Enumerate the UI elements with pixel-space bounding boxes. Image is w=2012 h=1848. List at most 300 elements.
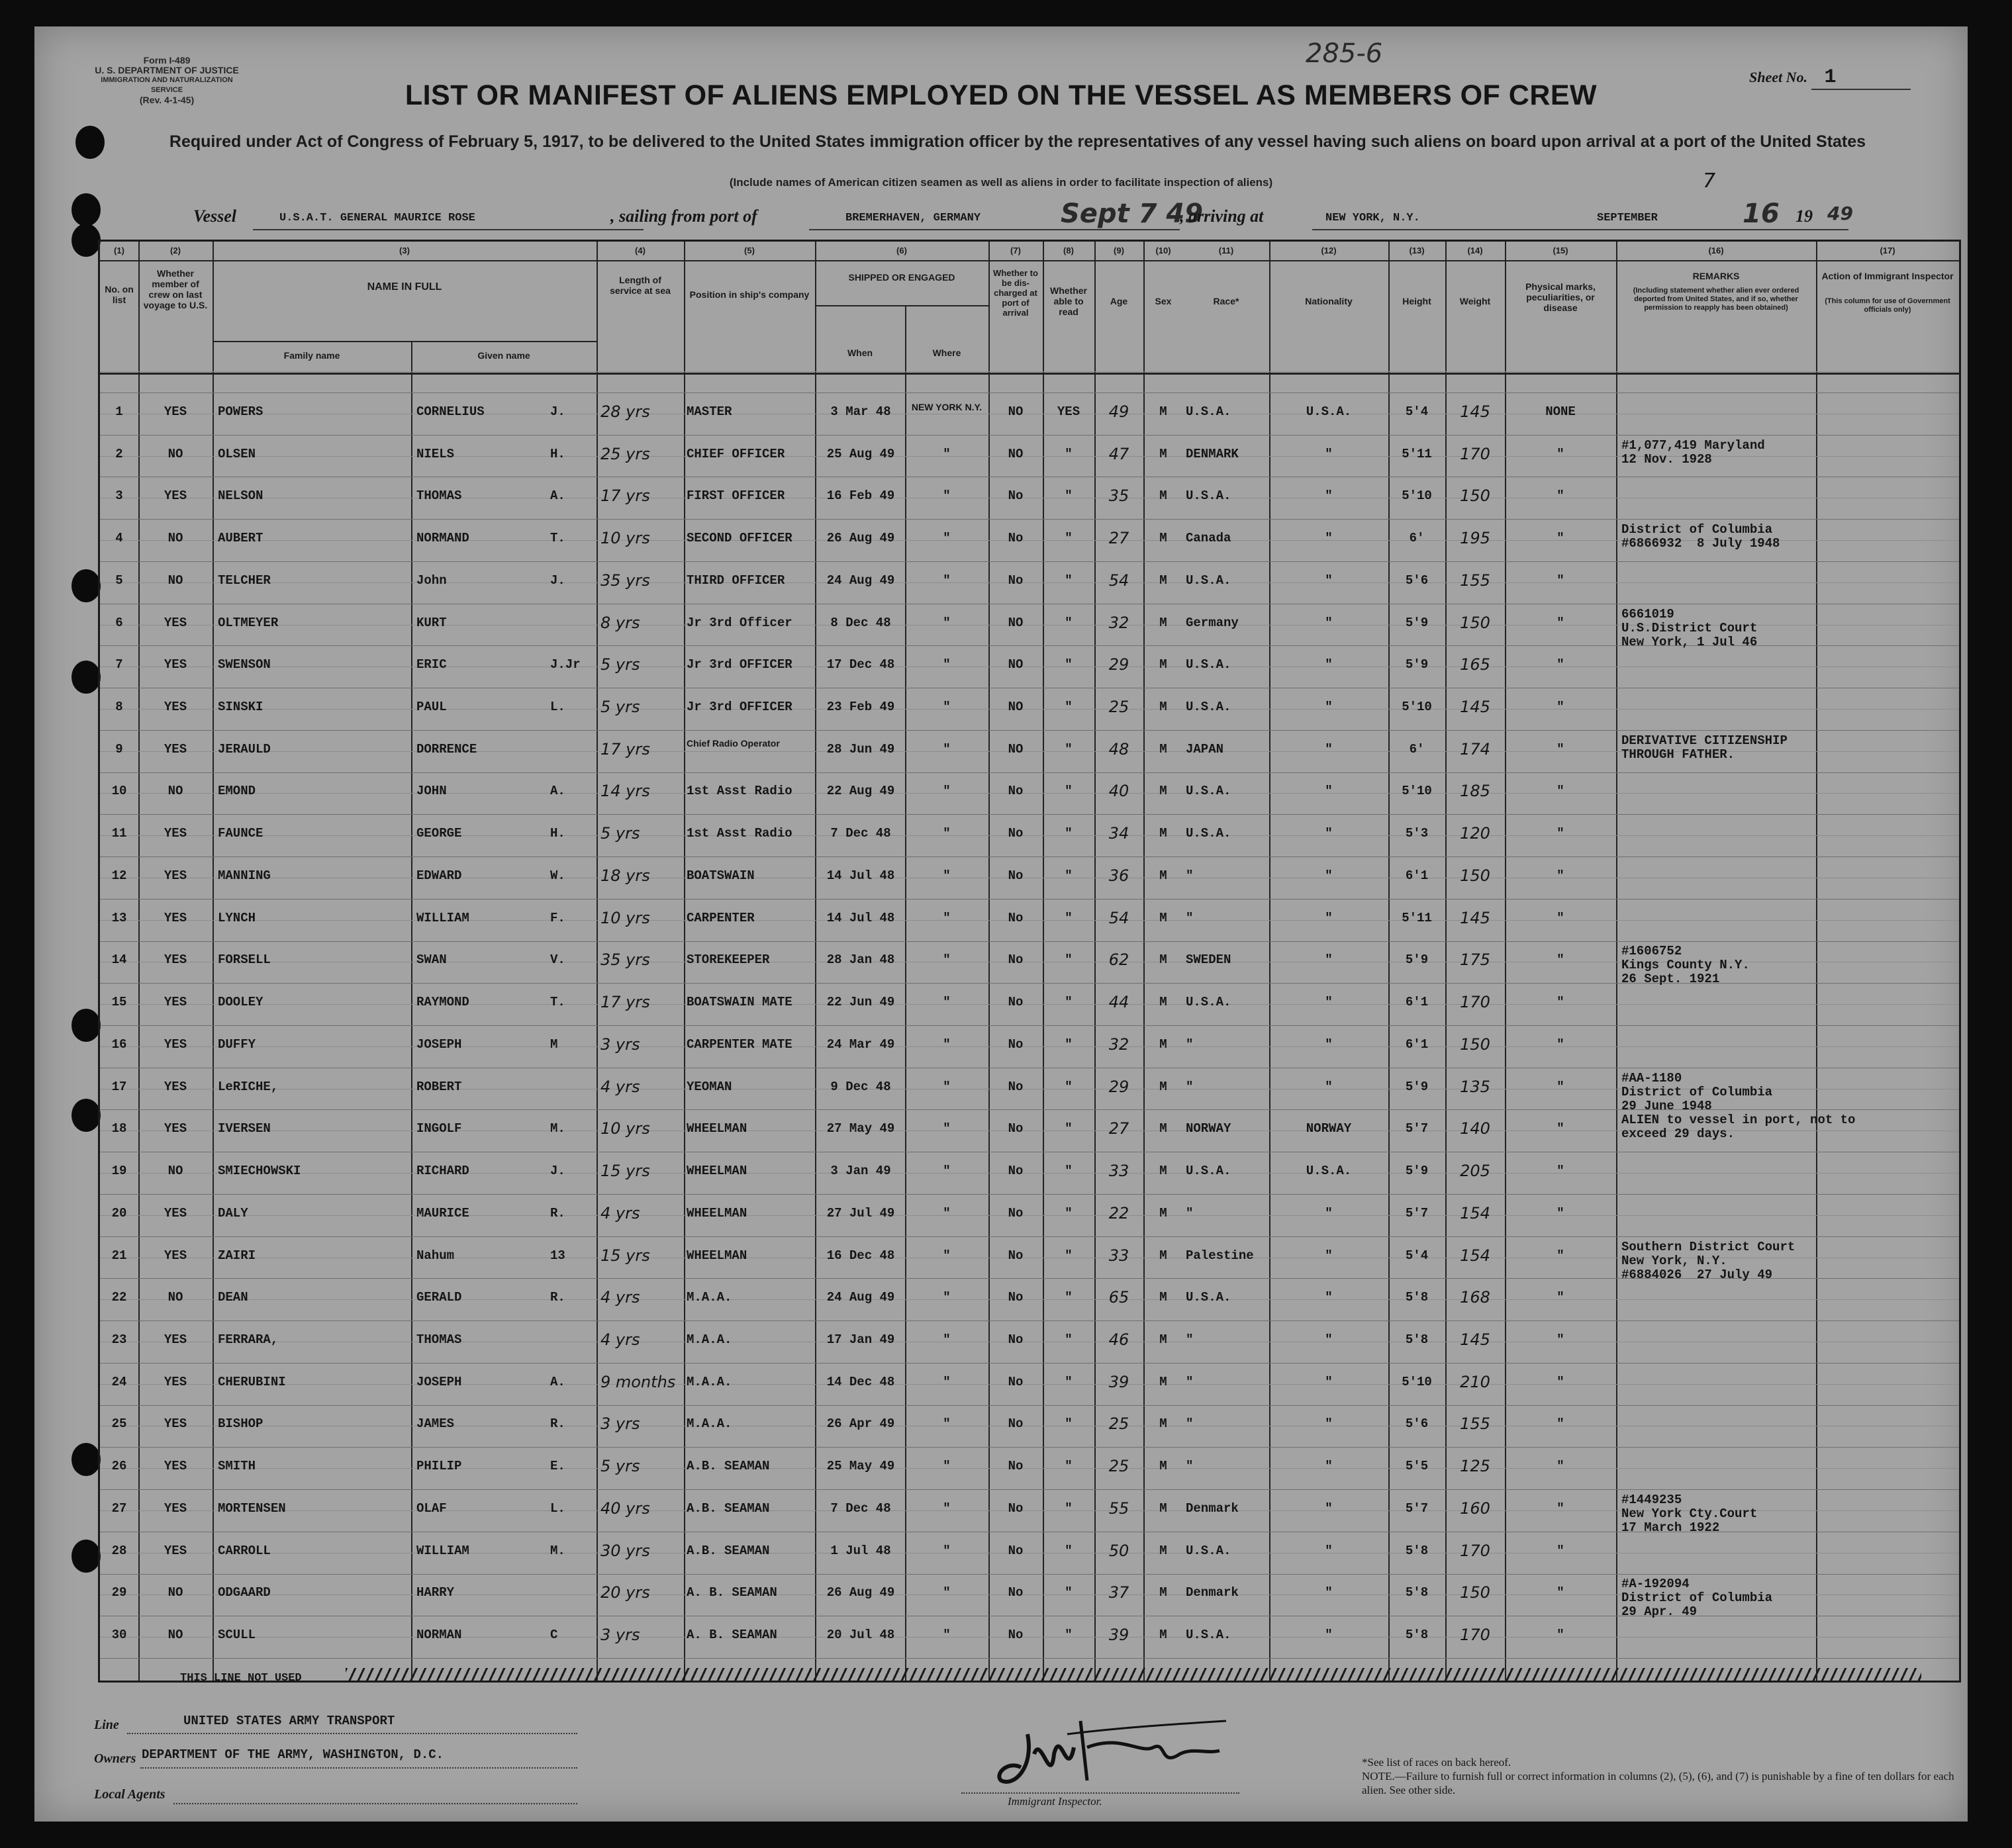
cell-where: " — [943, 615, 951, 630]
cell-member: YES — [164, 1121, 187, 1136]
cell-weight: 160 — [1460, 1499, 1490, 1518]
cell-position: WHEELMAN — [687, 1164, 747, 1179]
port-to: NEW YORK, N.Y. — [1325, 212, 1420, 224]
cell-height: 5'6 — [1405, 1416, 1429, 1432]
cell-age: 54 — [1108, 571, 1129, 590]
head-physical-marks: Physical marks, peculiarities, or disease — [1525, 281, 1596, 313]
cell-when: 25 May 49 — [826, 1459, 895, 1474]
cell-position: M.A.A. — [687, 1290, 732, 1305]
cell-weight: 155 — [1460, 571, 1490, 590]
year-prefix: 19 — [1796, 207, 1813, 226]
cell-initial: J.Jr — [550, 657, 581, 672]
cell-age: 39 — [1108, 1626, 1129, 1645]
cell-read: " — [1065, 868, 1073, 883]
cell-weight: 150 — [1460, 1035, 1490, 1054]
cell-when: 28 Jun 49 — [826, 741, 895, 757]
cell-member: YES — [164, 1205, 187, 1221]
year-suffix: 49 — [1827, 203, 1853, 224]
cell-where: " — [943, 1459, 951, 1474]
cell-service: 10 yrs — [600, 529, 650, 548]
cell-race: U.S.A. — [1186, 573, 1231, 588]
cell-nationality: U.S.A. — [1306, 1164, 1352, 1179]
cell-given: Nahum — [416, 1248, 455, 1263]
cell-marks: " — [1557, 1628, 1564, 1643]
inspector-signature — [988, 1708, 1239, 1800]
cell-family: MANNING — [218, 868, 271, 883]
cell-initial: L. — [550, 700, 565, 714]
sheet-label: Sheet No. — [1749, 69, 1807, 85]
cell-nationality: " — [1325, 1037, 1333, 1052]
cell-where: " — [943, 1079, 951, 1094]
cell-age: 50 — [1108, 1541, 1129, 1560]
col-num: (13) — [1409, 246, 1425, 255]
cell-age: 25 — [1108, 698, 1129, 716]
cell-family: MORTENSEN — [218, 1501, 286, 1516]
cell-weight: 145 — [1460, 1330, 1490, 1349]
cell-initial: 13 — [550, 1248, 565, 1263]
cell-race: U.S.A. — [1186, 826, 1231, 841]
cell-sex: M — [1159, 700, 1167, 714]
cell-marks: " — [1557, 741, 1564, 757]
cell-height: 5'5 — [1405, 1459, 1429, 1474]
cell-no: 8 — [115, 700, 123, 714]
cell-when: 1 Jul 48 — [830, 1543, 891, 1558]
cell-read: " — [1065, 657, 1073, 672]
cell-discharged: No — [1008, 952, 1024, 968]
cell-position: A.B. SEAMAN — [687, 1459, 770, 1474]
cell-service: 4 yrs — [600, 1203, 640, 1223]
cell-position: STOREKEEPER — [687, 952, 770, 968]
binder-hole — [72, 661, 101, 694]
cell-marks: " — [1557, 615, 1564, 630]
form-line: U. S. DEPARTMENT OF JUSTICE — [95, 65, 239, 75]
cell-no: 23 — [111, 1332, 127, 1347]
cell-weight: 170 — [1460, 1541, 1490, 1560]
cell-marks: " — [1557, 531, 1564, 546]
binder-hole — [72, 569, 101, 602]
cell-position: A.B. SEAMAN — [687, 1501, 770, 1516]
cell-where: " — [943, 700, 951, 714]
cell-discharged: No — [1008, 1543, 1024, 1558]
cell-initial: A. — [550, 1374, 565, 1389]
head-name-in-full: NAME IN FULL — [367, 281, 442, 293]
cell-given: JOSEPH — [416, 1037, 462, 1052]
head-weight: Weight — [1459, 296, 1491, 306]
cell-height: 5'10 — [1402, 700, 1432, 714]
cell-weight: 154 — [1460, 1203, 1490, 1223]
cell-given: KURT — [416, 615, 447, 630]
cell-member: YES — [164, 910, 187, 925]
cell-weight: 170 — [1460, 993, 1490, 1012]
cell-no: 2 — [115, 446, 123, 461]
cell-sex: M — [1159, 404, 1167, 419]
cell-sex: M — [1159, 573, 1167, 588]
cell-sex: M — [1159, 868, 1167, 883]
cell-discharged: NO — [1008, 700, 1024, 714]
binder-hole — [72, 1540, 101, 1573]
cell-when: 27 May 49 — [826, 1121, 895, 1136]
cell-nationality: " — [1325, 826, 1333, 841]
cell-service: 3 yrs — [600, 1035, 640, 1054]
cell-given: THOMAS — [416, 1332, 462, 1347]
cell-age: 29 — [1108, 655, 1129, 674]
cell-discharged: NO — [1008, 404, 1024, 419]
cell-no: 1 — [115, 404, 123, 419]
cell-given: CORNELIUS — [416, 404, 485, 419]
cell-nationality: " — [1325, 1248, 1333, 1263]
cell-initial: L. — [550, 1501, 565, 1516]
cell-family: DALY — [218, 1205, 248, 1221]
cell-nationality: " — [1325, 868, 1333, 883]
cell-service: 14 yrs — [600, 782, 650, 801]
col-num: (1) — [114, 246, 124, 255]
cell-weight: 210 — [1460, 1372, 1490, 1391]
cell-position: FIRST OFFICER — [687, 488, 785, 504]
form-line: IMMIGRATION AND NATURALIZATION SERVICE — [101, 76, 233, 94]
cell-position: BOATSWAIN MATE — [687, 995, 792, 1010]
cell-race: U.S.A. — [1186, 1628, 1231, 1643]
cell-race: " — [1186, 1416, 1194, 1432]
cell-discharged: No — [1008, 1501, 1024, 1516]
cell-when: 20 Jul 48 — [826, 1628, 895, 1643]
cell-family: JERAULD — [218, 741, 271, 757]
col-num: (8) — [1063, 246, 1074, 255]
cell-initial: J. — [550, 1164, 565, 1179]
cell-weight: 154 — [1460, 1246, 1490, 1265]
cell-sex: M — [1159, 1164, 1167, 1179]
cell-height: 5'8 — [1405, 1585, 1429, 1600]
cell-age: 39 — [1108, 1372, 1129, 1391]
cell-service: 5 yrs — [600, 698, 640, 716]
cell-family: LYNCH — [218, 910, 256, 925]
cell-weight: 145 — [1460, 402, 1490, 421]
cell-weight: 185 — [1460, 782, 1490, 801]
cell-discharged: NO — [1008, 446, 1024, 461]
cell-sex: M — [1159, 1290, 1167, 1305]
cell-initial: R. — [550, 1205, 565, 1221]
cell-service: 8 yrs — [600, 613, 640, 632]
cell-where: " — [943, 1332, 951, 1347]
cell-age: 25 — [1108, 1414, 1129, 1434]
cell-service: 17 yrs — [600, 486, 650, 506]
cell-weight: 175 — [1460, 950, 1490, 970]
cell-when: 16 Feb 49 — [826, 488, 895, 504]
cell-service: 30 yrs — [600, 1541, 650, 1560]
cell-height: 5'4 — [1405, 1248, 1429, 1263]
footer-agents — [94, 1787, 166, 1802]
cell-sex: M — [1159, 910, 1167, 925]
cell-position: M.A.A. — [687, 1374, 732, 1389]
cell-given: DORRENCE — [416, 741, 477, 757]
cell-where: " — [943, 826, 951, 841]
cell-where: " — [943, 1416, 951, 1432]
cell-discharged: No — [1008, 1164, 1024, 1179]
col-num: (5) — [744, 246, 755, 255]
cell-member: YES — [164, 657, 187, 672]
cell-position: WHEELMAN — [687, 1248, 747, 1263]
cell-member: NO — [168, 1290, 183, 1305]
cell-discharged: No — [1008, 1585, 1024, 1600]
cell-when: 3 Jan 49 — [830, 1164, 891, 1179]
cell-no: 16 — [111, 1037, 127, 1052]
head-height: Height — [1402, 296, 1431, 306]
cell-height: 5'10 — [1402, 1374, 1432, 1389]
cell-nationality: " — [1325, 1205, 1333, 1221]
cell-marks: " — [1557, 573, 1564, 588]
last-line-not-used: THIS LINE NOT USED — [180, 1672, 302, 1685]
cell-where: " — [943, 1248, 951, 1263]
cell-where: " — [943, 1543, 951, 1558]
cell-marks: " — [1557, 1501, 1564, 1516]
cell-position: Chief Radio Operator — [687, 737, 780, 749]
cell-initial: M. — [550, 1543, 565, 1558]
form-line: (Rev. 4-1-45) — [139, 95, 195, 105]
cell-no: 24 — [111, 1374, 127, 1389]
cell-given: WILLIAM — [416, 910, 469, 925]
cell-service: 28 yrs — [600, 402, 650, 421]
cell-when: 22 Aug 49 — [826, 784, 895, 799]
remark-entry: #1,077,419 Maryland 12 Nov. 1928 — [1621, 438, 1765, 467]
cell-initial: T. — [550, 995, 565, 1010]
cell-given: RAYMOND — [416, 995, 469, 1010]
cell-race: " — [1186, 910, 1194, 925]
cell-where: " — [943, 1290, 951, 1305]
cell-nationality: " — [1325, 1585, 1333, 1600]
cell-read: " — [1065, 1332, 1073, 1347]
head-when: When — [847, 347, 873, 358]
cell-discharged: No — [1008, 1079, 1024, 1094]
cell-weight: 168 — [1460, 1288, 1490, 1307]
cell-race: NORWAY — [1186, 1121, 1231, 1136]
cell-sex: M — [1159, 1543, 1167, 1558]
cell-read: " — [1065, 1248, 1073, 1263]
head-where: Where — [932, 347, 961, 358]
col-num: (7) — [1010, 246, 1021, 255]
cell-age: 49 — [1108, 402, 1129, 421]
cell-when: 25 Aug 49 — [826, 446, 895, 461]
cell-nationality: " — [1325, 1628, 1333, 1643]
cell-marks: " — [1557, 910, 1564, 925]
cell-where: " — [943, 446, 951, 461]
cell-read: " — [1065, 1543, 1073, 1558]
line-value: UNITED STATES ARMY TRANSPORT — [183, 1714, 395, 1728]
vessel-line — [193, 199, 1928, 233]
cell-where: " — [943, 1164, 951, 1179]
cell-sex: M — [1159, 1501, 1167, 1516]
col-num: (17) — [1880, 246, 1895, 255]
cell-nationality: NORWAY — [1306, 1121, 1352, 1136]
cell-marks: " — [1557, 1459, 1564, 1474]
cell-where: " — [943, 1585, 951, 1600]
cell-member: NO — [168, 573, 183, 588]
binder-hole — [72, 1099, 101, 1132]
cell-age: 27 — [1108, 1119, 1129, 1138]
binder-hole — [75, 126, 105, 159]
cell-initial: J. — [550, 573, 565, 588]
cell-where: " — [943, 657, 951, 672]
col-num: (12) — [1321, 246, 1337, 255]
cell-no: 28 — [111, 1543, 127, 1558]
cell-given: SWAN — [416, 952, 447, 968]
cell-sex: M — [1159, 488, 1167, 504]
cell-when: 24 Mar 49 — [826, 1037, 895, 1052]
cell-service: 25 yrs — [600, 444, 650, 463]
form-line: Form I-489 — [143, 55, 191, 66]
remark-entry: 6661019 U.S.District Court New York, 1 Jul 46 — [1621, 606, 1758, 649]
cell-given: JAMES — [416, 1416, 455, 1432]
cell-when: 26 Aug 49 — [826, 531, 895, 546]
head-able-to-read: Whether able to read — [1050, 285, 1087, 317]
cell-read: " — [1065, 995, 1073, 1010]
sheet-value: 1 — [1811, 66, 1911, 90]
cell-weight: 155 — [1460, 1414, 1490, 1434]
cell-nationality: " — [1325, 531, 1333, 546]
cell-member: YES — [164, 1459, 187, 1474]
cell-service: 4 yrs — [600, 1330, 640, 1349]
cell-marks: " — [1557, 1543, 1564, 1558]
cell-race: U.S.A. — [1186, 700, 1231, 714]
cell-read: " — [1065, 1164, 1073, 1179]
cell-initial: C — [550, 1628, 558, 1643]
cell-initial: M. — [550, 1121, 565, 1136]
cell-discharged: No — [1008, 1205, 1024, 1221]
cell-weight: 150 — [1460, 486, 1490, 506]
cell-sex: M — [1159, 1416, 1167, 1432]
cell-sex: M — [1159, 1037, 1167, 1052]
cell-height: 5'4 — [1405, 404, 1429, 419]
cell-race: " — [1186, 1332, 1194, 1347]
cell-sex: M — [1159, 657, 1167, 672]
cell-age: 33 — [1108, 1162, 1129, 1181]
cell-initial: W. — [550, 868, 565, 883]
cell-height: 5'8 — [1405, 1543, 1429, 1558]
cell-family: SMIECHOWSKI — [218, 1164, 301, 1179]
cell-height: 5'8 — [1405, 1290, 1429, 1305]
cell-service: 4 yrs — [600, 1077, 640, 1096]
cell-position: WHEELMAN — [687, 1205, 747, 1221]
cell-race: " — [1186, 1037, 1194, 1052]
cell-marks: " — [1557, 826, 1564, 841]
cell-race: Denmark — [1186, 1501, 1239, 1516]
cell-given: JOSEPH — [416, 1374, 462, 1389]
page-subtitle: Required under Act of Congress of February 5, 1917, to be delivered to the United States immigration officer by the representatives of any vessel having such aliens on board upon arrival at a port of the United States — [169, 132, 1866, 151]
cell-sex: M — [1159, 1332, 1167, 1347]
cell-given: ERIC — [416, 657, 447, 672]
cell-race: " — [1186, 1205, 1194, 1221]
cell-where: " — [943, 1037, 951, 1052]
cell-family: DUFFY — [218, 1037, 256, 1052]
cell-position: CHIEF OFFICER — [687, 446, 785, 461]
cell-marks: " — [1557, 446, 1564, 461]
cell-height: 5'3 — [1405, 826, 1429, 841]
cell-race: DENMARK — [1186, 446, 1239, 461]
cell-initial: F. — [550, 910, 565, 925]
cell-position: YEOMAN — [687, 1079, 732, 1094]
cell-service: 3 yrs — [600, 1626, 640, 1645]
cell-service: 35 yrs — [600, 571, 650, 590]
cell-discharged: No — [1008, 1374, 1024, 1389]
cell-given: HARRY — [416, 1585, 455, 1600]
cell-service: 17 yrs — [600, 993, 650, 1012]
head-age: Age — [1110, 296, 1128, 306]
arriving-label: , arriving at — [1180, 207, 1264, 226]
cell-given: NIELS — [416, 446, 455, 461]
cell-no: 29 — [111, 1585, 127, 1600]
col-num: (3) — [399, 246, 410, 255]
cell-family: POWERS — [218, 404, 263, 419]
cell-marks: " — [1557, 1121, 1564, 1136]
head-shipped-engaged: SHIPPED OR ENGAGED — [848, 272, 955, 283]
cell-where: " — [943, 573, 951, 588]
cell-read: " — [1065, 1121, 1073, 1136]
cell-race: Palestine — [1186, 1248, 1254, 1263]
col-num: (4) — [635, 246, 646, 255]
head-discharged: Whether to be dis-charged at port of arrival — [993, 268, 1038, 318]
col-num: (6) — [896, 246, 907, 255]
cell-marks: " — [1557, 1585, 1564, 1600]
cell-race: SWEDEN — [1186, 952, 1231, 968]
cell-given: INGOLF — [416, 1121, 462, 1136]
cell-sex: M — [1159, 446, 1167, 461]
cell-initial: R. — [550, 1416, 565, 1432]
cell-member: YES — [164, 1037, 187, 1052]
cell-where: " — [943, 1205, 951, 1221]
remark-entry: #1606752 Kings County N.Y. 26 Sept. 1921 — [1621, 944, 1750, 987]
cell-initial: M — [550, 1037, 558, 1052]
cell-no: 27 — [111, 1501, 127, 1516]
cell-where: " — [943, 952, 951, 968]
cell-discharged: NO — [1008, 657, 1024, 672]
cell-service: 5 yrs — [600, 655, 640, 674]
cell-sex: M — [1159, 1585, 1167, 1600]
cell-position: BOATSWAIN — [687, 868, 755, 883]
binder-hole — [72, 224, 101, 257]
head-remarks-sub: (Including statement whether alien ever ordered deported from United States, and if so, whether permission to reapply has been obtained) — [1633, 287, 1799, 312]
cell-sex: M — [1159, 741, 1167, 757]
cell-read: " — [1065, 1079, 1073, 1094]
cell-member: YES — [164, 615, 187, 630]
cell-no: 26 — [111, 1459, 127, 1474]
cell-age: 27 — [1108, 529, 1129, 548]
cell-when: 22 Jun 49 — [826, 995, 895, 1010]
cell-service: 18 yrs — [600, 866, 650, 885]
cell-discharged: No — [1008, 488, 1024, 504]
cell-no: 10 — [111, 784, 127, 799]
cell-read: " — [1065, 1205, 1073, 1221]
cell-nationality: " — [1325, 1290, 1333, 1305]
cell-height: 5'7 — [1405, 1121, 1429, 1136]
cell-member: YES — [164, 1501, 187, 1516]
cell-given: EDWARD — [416, 868, 462, 883]
cell-nationality: " — [1325, 1332, 1333, 1347]
cell-family: NELSON — [218, 488, 263, 504]
cell-when: 7 Dec 48 — [830, 826, 891, 841]
col-num: (16) — [1708, 246, 1724, 255]
cell-age: 40 — [1108, 782, 1129, 801]
cell-given: PHILIP — [416, 1459, 462, 1474]
cell-where: NEW YORK N.Y. — [911, 401, 982, 412]
cell-given: ROBERT — [416, 1079, 462, 1094]
cell-race: U.S.A. — [1186, 488, 1231, 504]
cell-height: 5'11 — [1402, 446, 1432, 461]
cell-member: NO — [168, 446, 183, 461]
head-member-last-voyage: Whether member of crew on last voyage to U.S. — [143, 268, 208, 310]
cell-sex: M — [1159, 1079, 1167, 1094]
cell-marks: " — [1557, 1374, 1564, 1389]
vessel-name: U.S.A.T. GENERAL MAURICE ROSE — [279, 212, 475, 224]
cell-age: 37 — [1108, 1583, 1129, 1602]
cell-service: 10 yrs — [600, 908, 650, 927]
